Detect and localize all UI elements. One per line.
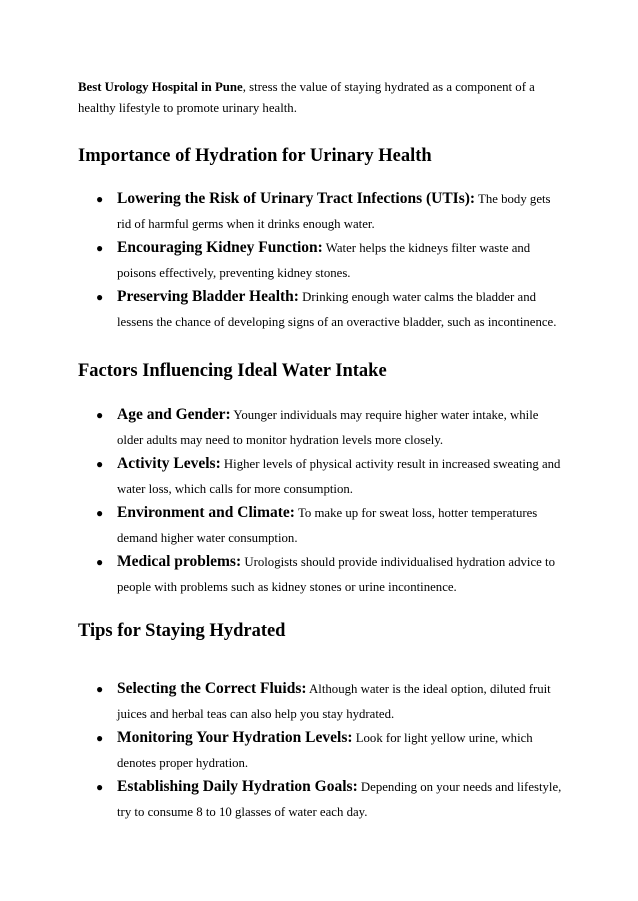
section-heading: Importance of Hydration for Urinary Health [78, 146, 432, 166]
list-item-text: Higher levels of physical activity result in increased sweating and water loss, which calls for more consumption. [117, 457, 561, 496]
list-item-title: Monitoring Your Hydration Levels: [117, 729, 353, 746]
bullet-icon: ● [96, 780, 104, 794]
list-item-title: Age and Gender: [117, 406, 231, 423]
list-item-text: Younger individuals may require higher water intake, while older adults may need to monitor hydration levels more closely. [117, 408, 539, 447]
bullet-icon: ● [96, 506, 104, 520]
list-item-text: Depending on your needs and lifestyle, try to consume 8 to 10 glasses of water each day. [117, 780, 562, 819]
list-item-text: To make up for sweat loss, hotter temperatures demand higher water consumption. [117, 506, 538, 545]
list-item-title: Selecting the Correct Fluids: [117, 680, 307, 697]
list-item-title: Lowering the Risk of Urinary Tract Infections (UTIs): [117, 190, 476, 207]
bullet-icon: ● [96, 408, 104, 422]
bullet-icon: ● [96, 555, 104, 569]
list-item [0, 726, 567, 775]
list-item [0, 236, 567, 285]
list-item-title: Activity Levels: [117, 455, 221, 472]
intro-paragraph [78, 77, 568, 119]
list-item-title: Establishing Daily Hydration Goals: [117, 778, 358, 795]
list-item-text: Look for light yellow urine, which denotes proper hydration. [117, 731, 533, 770]
list-item-text: Drinking enough water calms the bladder and lessens the chance of developing signs of an overactive bladder, such as incontinence. [117, 290, 557, 329]
bullet-icon: ● [96, 682, 104, 696]
list-item [0, 187, 567, 236]
bullet-list [0, 403, 638, 599]
bullet-icon: ● [96, 457, 104, 471]
list-item [0, 452, 567, 501]
section-heading: Tips for Staying Hydrated [78, 621, 286, 641]
list-item [0, 775, 567, 824]
list-item-title: Environment and Climate: [117, 504, 295, 521]
bullet-icon: ● [96, 192, 104, 206]
list-item-title: Encouraging Kidney Function: [117, 239, 323, 256]
list-item-title: Medical problems: [117, 553, 242, 570]
bullet-list [0, 187, 638, 334]
bullet-icon: ● [96, 290, 104, 304]
list-item [0, 550, 567, 599]
list-item [0, 285, 567, 334]
bullet-icon: ● [96, 731, 104, 745]
intro-bold-text: Best Urology Hospital in Pune [78, 80, 243, 94]
list-item-text: Although water is the ideal option, diluted fruit juices and herbal teas can also help you stay hydrated. [117, 682, 551, 721]
intro-text: , stress the value of staying hydrated as a component of a healthy lifestyle to promote urinary health. [78, 80, 535, 115]
list-item-text: Water helps the kidneys filter waste and poisons effectively, preventing kidney stones. [117, 241, 531, 280]
list-item [0, 403, 567, 452]
bullet-list [0, 677, 638, 824]
list-item-title: Preserving Bladder Health: [117, 288, 299, 305]
list-item-text: The body gets rid of harmful germs when it drinks enough water. [117, 192, 551, 231]
list-item-text: Urologists should provide individualised hydration advice to people with problems such as kidney stones or urine incontinence. [117, 555, 555, 594]
bullet-icon: ● [96, 241, 104, 255]
list-item [0, 501, 567, 550]
section-heading: Factors Influencing Ideal Water Intake [78, 361, 387, 381]
list-item [0, 677, 567, 726]
